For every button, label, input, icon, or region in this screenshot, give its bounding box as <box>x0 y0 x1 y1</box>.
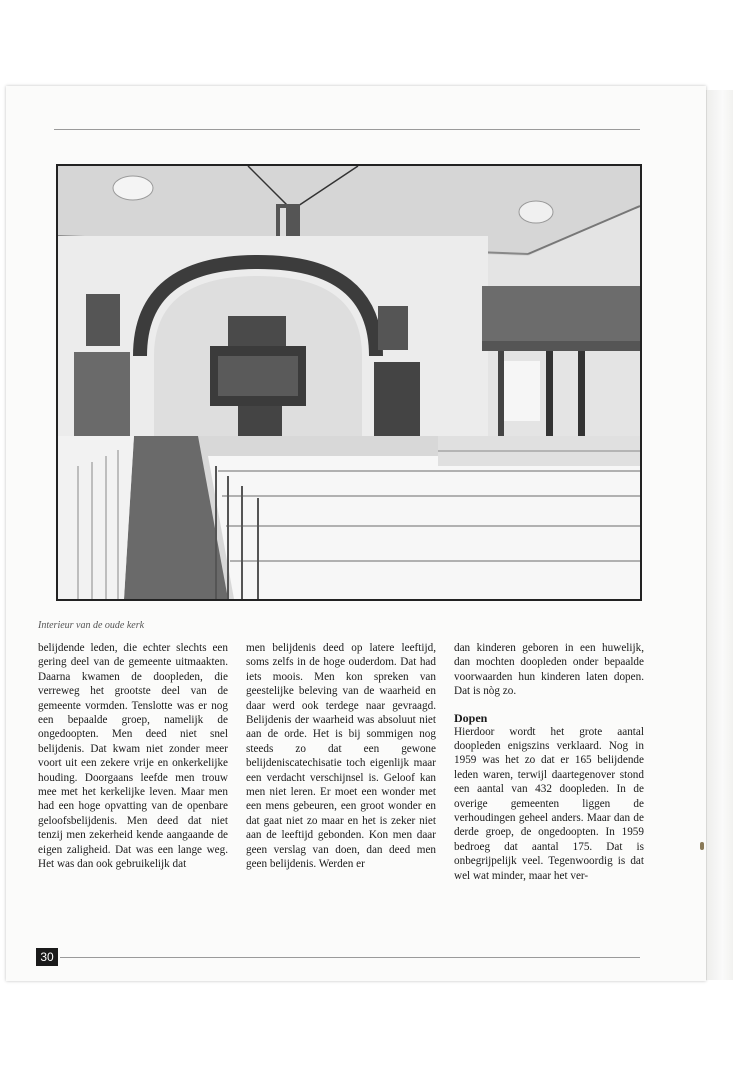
column-3-intro: dan kinderen geboren in een huwelijk, dan mochten doopleden onder bepaalde voorwaarden hun kinderen laten dopen. Dat is nòg zo. <box>454 642 644 698</box>
page-smudge <box>700 842 704 850</box>
column-2-text: men belijdenis deed op latere leeftijd, soms zelfs in de hoge ouderdom. Dat had iets moois. Men kon spreken van geestelijke beleving van de waarheid en daar werd ook terdege naar gevraagd. Belijdenis der waarheid was absoluut niet aan de orde. Het is bij sommigen nog steeds zo dat een gewone belijdeniscatechisatie toch eigenlijk maar een verdacht verschijnsel is. Geloof kan men niet leren. Er moet een wonder met een mens gebeuren, een groot wonder en dat gaat niet zo maar en het is zeker niet aan de leeftijd gebonden. Kon men daar geen verslag van doen, dan deed men geen belijdenis. Werden er <box>246 642 436 871</box>
text-column-3 <box>454 641 644 883</box>
column-1-text: belijdende leden, die echter slechts een gering deel van de gemeente uitmaakten. Daarna kwamen de doopleden, die verreweg het grootste deel van de gemeente vormden. Tenslotte was er nog een bepaalde groep, namelijk de ongedoopten. Men deed niet snel belijdenis. Dat kwam niet zonder meer voort uit een zekere vrije en onkerkelijke houding. Doorgaans leefde men trouw mee met het kerkelijke leven. Maar men had een hoge opvatting van de openbare geloofsbelijdenis. Men deed dat niet tenzij men zekerheid kende aangaande de eigen zaligheid. Dat was een lange weg. Het was dan ook gebruikelijk dat <box>38 642 228 871</box>
page-edge <box>706 90 733 980</box>
column-3-body: Hierdoor wordt het grote aantal doopleden enigszins verklaard. Nog in 1959 was het zo dat er 165 belijdende leden waren, terwijl daartegenover stond een aantal van 432 doopleden. In de overige gemeenten liggen de verhoudingen geheel anders. Maar dan de derde groep, de ongedoopten. In 1959 bedroeg dat aantal 175. Dat is onbegrijpelijk veel. Tegenwoordig is dat wel wat minder, maar het ver- <box>454 725 644 882</box>
page-number: 30 <box>36 948 58 966</box>
photo-caption: Interieur van de oude kerk <box>38 620 145 631</box>
header-rule <box>54 129 640 130</box>
text-column-2 <box>246 641 436 872</box>
footer-rule <box>60 957 640 958</box>
text-column-1 <box>38 641 228 872</box>
section-heading-dopen: Dopen <box>454 710 488 725</box>
church-interior-photo <box>56 164 642 601</box>
